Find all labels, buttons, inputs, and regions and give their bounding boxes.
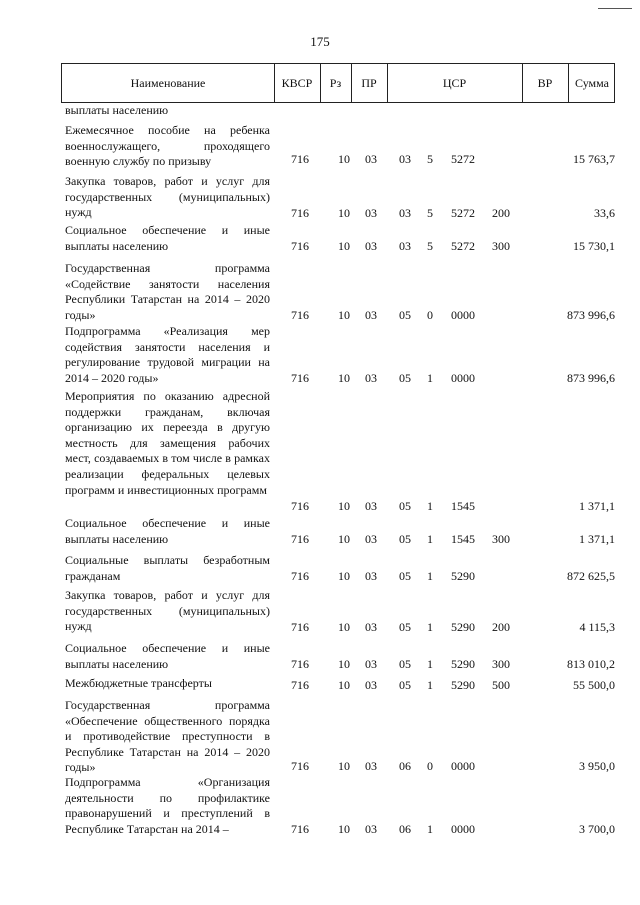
row-c1: 03	[399, 239, 411, 253]
table-row	[65, 261, 617, 323]
table-row	[65, 641, 617, 672]
row-c1: 03	[399, 152, 411, 166]
row-sum: 872 625,5	[567, 569, 615, 583]
row-c1: 06	[399, 822, 411, 836]
table-row	[65, 223, 617, 254]
row-c3: 5290	[451, 569, 475, 583]
row-c3: 5272	[451, 239, 475, 253]
row-c3: 0000	[451, 308, 475, 322]
row-vr: 200	[492, 620, 510, 634]
row-sum: 813 010,2	[567, 657, 615, 671]
row-rz: 10	[338, 759, 350, 773]
row-c1: 05	[399, 657, 411, 671]
row-name: Социальные выплаты безработным гражданам	[65, 553, 270, 583]
row-kvsr: 716	[291, 371, 309, 385]
row-kvsr: 716	[291, 657, 309, 671]
row-name: Социальное обеспечение и иные выплаты населению	[65, 641, 270, 671]
row-sum: 3 700,0	[579, 822, 615, 836]
row-pr: 03	[365, 308, 377, 322]
table-row	[65, 123, 617, 167]
row-rz: 10	[338, 620, 350, 634]
row-name: Закупка товаров, работ и услуг для государственных (муниципальных) нужд	[65, 588, 270, 634]
row-vr: 300	[492, 657, 510, 671]
row-kvsr: 716	[291, 678, 309, 692]
continuation-row	[65, 103, 617, 119]
row-rz: 10	[338, 657, 350, 671]
row-c2: 1	[427, 569, 433, 583]
row-c1: 05	[399, 569, 411, 583]
row-c3: 5272	[451, 152, 475, 166]
row-name: Межбюджетные трансферты	[65, 676, 212, 690]
page-number: 175	[310, 34, 330, 49]
row-pr: 03	[365, 239, 377, 253]
table-header	[61, 63, 615, 103]
row-sum: 15 763,7	[573, 152, 615, 166]
row-kvsr: 716	[291, 532, 309, 546]
row-pr: 03	[365, 620, 377, 634]
table-row	[65, 588, 617, 635]
row-rz: 10	[338, 499, 350, 513]
row-kvsr: 716	[291, 206, 309, 220]
row-rz: 10	[338, 569, 350, 583]
row-name: Социальное обеспечение и иные выплаты населению	[65, 223, 270, 253]
row-sum: 15 730,1	[573, 239, 615, 253]
table-row	[65, 516, 617, 547]
row-sum: 4 115,3	[579, 620, 615, 634]
row-c1: 05	[399, 678, 411, 692]
row-c2: 0	[427, 308, 433, 322]
header-csr: ЦСР	[387, 64, 523, 102]
row-kvsr: 716	[291, 822, 309, 836]
row-sum: 55 500,0	[573, 678, 615, 692]
row-kvsr: 716	[291, 759, 309, 773]
row-name: Закупка товаров, работ и услуг для государственных (муниципальных) нужд	[65, 174, 270, 220]
row-name: Государственная программа «Обеспечение общественного порядка и противодействие преступности в Республике Татарстан на 2014 – 2020 годы»	[65, 698, 270, 775]
table-row	[65, 698, 617, 774]
row-c2: 5	[427, 206, 433, 220]
row-kvsr: 716	[291, 620, 309, 634]
header-kvsr: КВСР	[274, 64, 321, 102]
row-c2: 1	[427, 678, 433, 692]
table-row	[65, 389, 617, 514]
row-sum: 33,6	[594, 206, 615, 220]
row-c2: 0	[427, 759, 433, 773]
row-c1: 05	[399, 620, 411, 634]
row-name: Государственная программа «Содействие занятости населения Республики Татарстан на 2014 – 2020 годы»	[65, 261, 270, 322]
row-c1: 03	[399, 206, 411, 220]
page-top-rule	[598, 8, 632, 9]
row-pr: 03	[365, 678, 377, 692]
row-c1: 05	[399, 499, 411, 513]
row-pr: 03	[365, 206, 377, 220]
row-rz: 10	[338, 152, 350, 166]
row-rz: 10	[338, 371, 350, 385]
row-pr: 03	[365, 759, 377, 773]
row-c2: 1	[427, 499, 433, 513]
row-c1: 05	[399, 308, 411, 322]
row-c2: 1	[427, 657, 433, 671]
row-c2: 5	[427, 152, 433, 166]
table-row	[65, 324, 617, 386]
row-c3: 1545	[451, 532, 475, 546]
row-c3: 5290	[451, 657, 475, 671]
row-pr: 03	[365, 499, 377, 513]
row-c3: 1545	[451, 499, 475, 513]
row-c3: 0000	[451, 822, 475, 836]
row-name: Мероприятия по оказанию адресной поддержки гражданам, включая организацию их переезда в другую местность для замещения рабочих мест, создаваемых в том числе в рамках реализации федеральных целевых программ и инвестиционных программ	[65, 389, 270, 497]
row-vr: 300	[492, 532, 510, 546]
row-rz: 10	[338, 206, 350, 220]
row-vr: 500	[492, 678, 510, 692]
row-pr: 03	[365, 152, 377, 166]
table-row	[65, 174, 617, 221]
row-c2: 5	[427, 239, 433, 253]
row-name: Социальное обеспечение и иные выплаты населению	[65, 516, 270, 546]
row-sum: 3 950,0	[579, 759, 615, 773]
header-pr: ПР	[351, 64, 388, 102]
row-kvsr: 716	[291, 499, 309, 513]
row-vr: 300	[492, 239, 510, 253]
header-rz: Рз	[320, 64, 352, 102]
row-rz: 10	[338, 239, 350, 253]
row-vr: 200	[492, 206, 510, 220]
row-c3: 0000	[451, 371, 475, 385]
row-c2: 1	[427, 620, 433, 634]
row-c3: 0000	[451, 759, 475, 773]
row-c3: 5290	[451, 620, 475, 634]
row-kvsr: 716	[291, 308, 309, 322]
row-name: Подпрограмма «Реализация мер содействия занятости населения и регулирование трудовой миграции на 2014 – 2020 годы»	[65, 324, 270, 385]
row-c2: 1	[427, 532, 433, 546]
row-name: выплаты населению	[65, 103, 169, 117]
row-rz: 10	[338, 532, 350, 546]
row-rz: 10	[338, 822, 350, 836]
row-sum: 1 371,1	[579, 532, 615, 546]
row-kvsr: 716	[291, 569, 309, 583]
header-sum: Сумма	[575, 75, 609, 90]
row-c2: 1	[427, 371, 433, 385]
row-c1: 05	[399, 532, 411, 546]
row-rz: 10	[338, 308, 350, 322]
row-name: Ежемесячное пособие на ребенка военнослужащего, проходящего военную службу по призыву	[65, 123, 270, 169]
row-c3: 5272	[451, 206, 475, 220]
table-row	[65, 676, 617, 693]
row-sum: 873 996,6	[567, 371, 615, 385]
header-name: Наименование	[62, 64, 275, 102]
row-sum: 873 996,6	[567, 308, 615, 322]
row-kvsr: 716	[291, 239, 309, 253]
row-name: Подпрограмма «Организация деятельности по профилактике правонарушений и преступлений в Республике Татарстан на 2014 –	[65, 775, 270, 836]
row-pr: 03	[365, 371, 377, 385]
row-kvsr: 716	[291, 152, 309, 166]
row-c1: 06	[399, 759, 411, 773]
table-row	[65, 775, 617, 837]
header-vr: ВР	[522, 64, 569, 102]
row-c2: 1	[427, 822, 433, 836]
row-pr: 03	[365, 657, 377, 671]
table-row	[65, 553, 617, 584]
row-pr: 03	[365, 532, 377, 546]
row-rz: 10	[338, 678, 350, 692]
row-c1: 05	[399, 371, 411, 385]
row-sum: 1 371,1	[579, 499, 615, 513]
row-pr: 03	[365, 569, 377, 583]
row-c3: 5290	[451, 678, 475, 692]
row-pr: 03	[365, 822, 377, 836]
